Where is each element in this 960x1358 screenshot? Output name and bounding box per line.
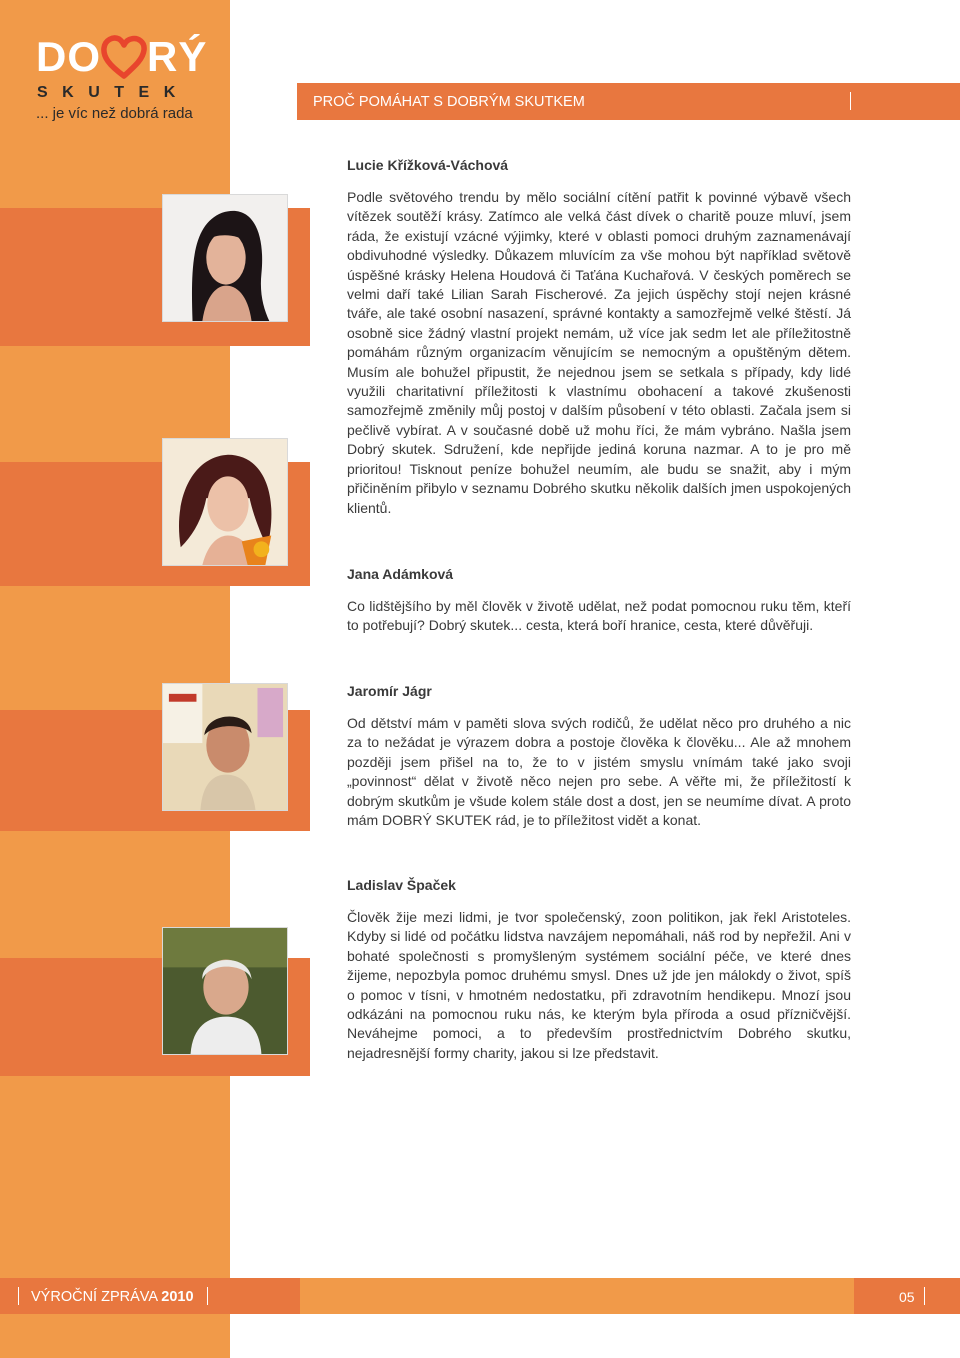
section-name: Lucie Křížková-Váchová [347,157,509,173]
footer-left [0,1278,300,1314]
section-text: Od dětství mám v paměti slova svých rodičů, že udělat něco pro druhého a nic za to nežádat je výrazem dobra a postoje člověka k člověku... Ale až mnohem později jsem přišel na to, že to v jistém smyslu vnímám také jako svoji „povinnost“ dělat v životě něco nejen pro sebe. A věřte mi, že příležitostí k dobrým skutkům je všude kolem stále dost a dost, jen se neumíme dívat. A proto mám DOBRÝ SKUTEK rád, je to příležitost vidět a konat. [347,715,851,829]
section-text: Co lidštějšího by měl člověk v životě udělat, než podat pomocnou ruku těm, kteří to potřebují? Dobrý skutek... cesta, která boří hranice, cesta, které důvěřuji. [347,598,851,634]
page-title: PROČ POMÁHAT S DOBRÝM SKUTKEM [313,94,585,110]
heart-icon [101,35,147,79]
section-name: Ladislav Špaček [347,877,456,893]
portrait-jana [162,438,288,566]
logo-text-do: DO [36,33,101,80]
section-jaromir [347,682,851,830]
logo-subtitle: SKUTEK [37,84,190,101]
footer-year: 2010 [161,1289,194,1305]
section-ladislav [347,876,851,1063]
footer-report-label: VÝROČNÍ ZPRÁVA [31,1289,158,1305]
section-name: Jaromír Jágr [347,683,432,699]
section-lucie [347,156,851,518]
page-number: 05 [899,1289,915,1305]
footer-middle [300,1278,854,1314]
logo-wordmark [36,32,207,82]
section-text: Podle světového trendu by mělo sociální cítění patřit k povinné výbavě všech vítězek soutěží krásy. Zatímco ale velká část dívek o charitě pouze mluví, jsem ráda, že existují vzácné výjimky, které v oblasti pomoci druhým zaznamenávají obdivuhodné výsledky. Důkazem mluvícím za vše mohou být například světově úspěšné krásky Helena Houdová či Taťána Kuchařová. V českých poměrech se velmi daří také Lilian Sarah Fischerové. Za jejich úspěchy stojí nejen krásné tváře, ale také osobní nasazení, správné kontakty a samozřejmě velké štěstí. Já osobně sice žádný vlastní projekt nemám, už více jak sedm let ale příležitostně pomáhám různým organizacím věnujícím se nemocným a opuštěným dětem. Musím ale bohužel připustit, že nejednou jsem se setkala s případy, kdy lidé využili charitativní příležitosti k vlastnímu obohacení a takové zkušenosti samozřejmě změnily můj postoj v dalším působení v této oblasti. Začala jsem si pečlivě vybírat. A v současné době už mohu říci, že mám vybráno. Našla jsem Dobrý skutek. Sdružení, kde nepřijde jediná koruna nazmar. A to je pro mě prioritou! Tisknout peníze bohužel neumím, ale budu se snažit, aby i mým přičiněním přibylo v seznamu Dobrého skutku několik dalších jmen uspokojených klientů. [347,189,851,516]
footer-divider [924,1287,925,1305]
header-bar [297,83,960,120]
footer-divider [18,1287,19,1305]
logo-tagline: ... je víc než dobrá rada [36,105,193,122]
footer-divider [207,1287,208,1305]
portrait-ladislav [162,927,288,1055]
section-name: Jana Adámková [347,566,454,582]
footer-right [854,1278,960,1314]
section-jana [347,565,851,636]
portrait-lucie [162,194,288,322]
header-divider [850,92,851,110]
section-text: Člověk žije mezi lidmi, je tvor společenský, zoon politikon, jak řekl Aristoteles. Kdyby si lidé od počátku lidstva navzájem nepomáhali, náš rod by nepřežil. Ani v bohaté společnosti s promyšleným systémem sociální péče, ve které dnes žijeme, nepozbyla pomoc druhému smysl. Dnes už jde jen málokdy o život, spíš o pomoc v tísni, v hmotném nedostatku, při zdravotním hendikepu. Mnozí jsou odkázáni na pomocnou ruku nás, ke kterým byla příroda a osud přízničvější. Neváhejme pomoci, a to především prostřednictvím Dobrého skutku, nejadresnější formy charity, jakou si lze představit. [347,909,851,1061]
logo-text-ry: RÝ [147,33,208,80]
logo [36,32,216,127]
portrait-jaromir [162,683,288,811]
footer-title [31,1289,194,1305]
